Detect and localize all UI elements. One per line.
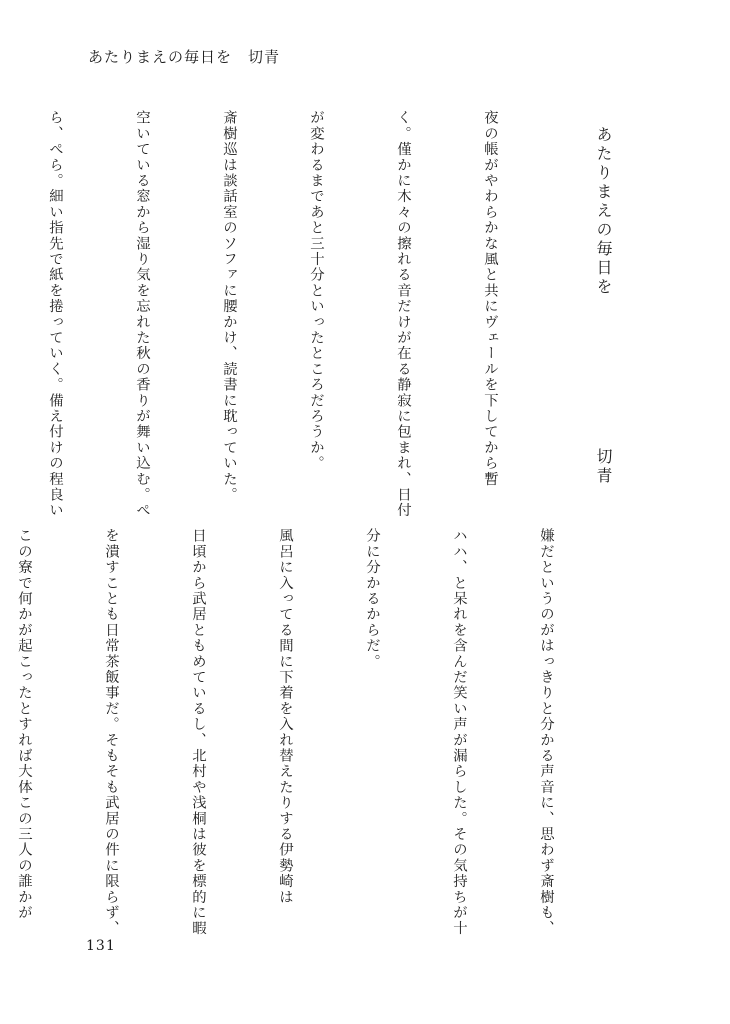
text-line: ら、ぺら。細い指先で紙を捲っていく。備え付けの程良い — [47, 110, 63, 519]
text-line: 分に分かるからだ。 — [364, 528, 380, 670]
running-head: あたりまえの毎日を 切青 — [88, 48, 281, 66]
text-line: く。僅かに木々の擦れる音だけが在る静寂に包まれ、日付 — [395, 110, 411, 519]
story-author: 切青 — [594, 448, 613, 486]
text-line: この寮で何かが起こったとすれば大体この三人の誰かが — [16, 528, 32, 921]
text-line: 空いている窓から湿り気を忘れた秋の香りが舞い込む。ぺ — [134, 110, 150, 519]
lower-text-block — [0, 528, 618, 936]
text-line: 夜の帳がやわらかな風と共にヴェールを下してから暫 — [482, 110, 498, 487]
text-line: ハハ、と呆れを含んだ笑い声が漏らした。その気持ちが十 — [451, 528, 467, 937]
text-line: 嫌だというのがはっきりと分かる声音に、思わず斎樹も、 — [538, 528, 554, 937]
text-line: 日頃から武居ともめているし、北村や浅桐は彼を標的に暇 — [190, 528, 206, 937]
text-line: 斎樹巡は談話室のソファに腰かけ、読書に耽っていた。 — [221, 110, 237, 503]
text-line: を潰すことも日常茶飯事だ。そもそも武居の件に限らず、 — [103, 528, 119, 937]
text-line: が変わるまであと三十分といったところだろうか。 — [308, 110, 324, 472]
upper-text-block — [0, 110, 562, 534]
text-line: 風呂に入ってる間に下着を入れ替えたりする伊勢崎は — [277, 528, 293, 905]
story-title: あたりまえの毎日を — [594, 126, 613, 297]
page-number: 131 — [86, 938, 116, 954]
